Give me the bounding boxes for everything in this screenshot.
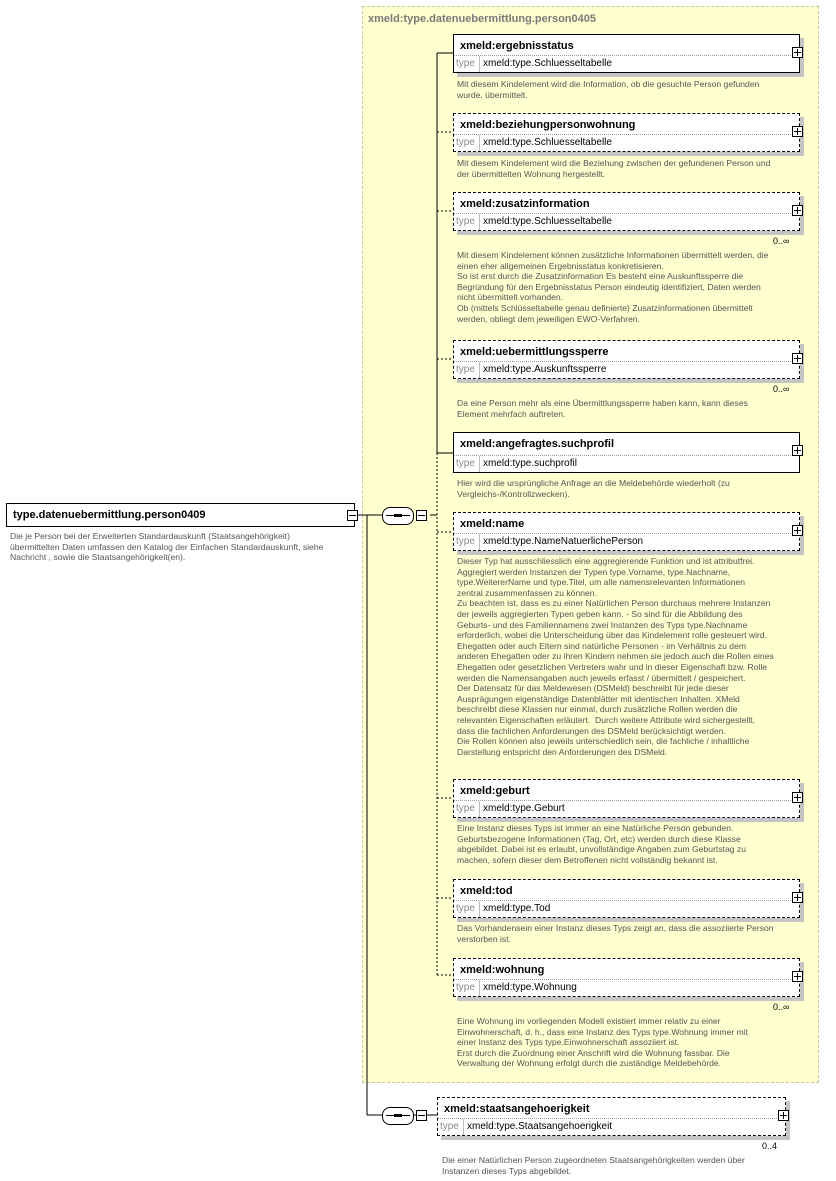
element-angefragtes-suchprofil[interactable]	[453, 432, 800, 473]
type-label: type	[456, 903, 475, 914]
cardinality-label: 0..∞	[773, 1002, 790, 1012]
type-label: type	[456, 536, 475, 547]
type-label: type	[440, 1121, 459, 1132]
collapse-icon[interactable]	[416, 510, 427, 521]
expand-icon[interactable]	[792, 47, 803, 58]
type-label: type	[456, 803, 475, 814]
element-tod[interactable]	[453, 879, 800, 918]
element-name: xmeld:tod	[460, 885, 513, 897]
expand-icon[interactable]	[792, 892, 803, 903]
root-element[interactable]	[6, 503, 355, 527]
type-value: xmeld:type.Wohnung	[483, 982, 577, 993]
expand-icon[interactable]	[792, 792, 803, 803]
element-uebermittlungssperre[interactable]	[453, 340, 800, 379]
type-value: xmeld:type.Schluesseltabelle	[483, 216, 612, 227]
type-value: xmeld:type.NameNatuerlichePerson	[483, 536, 644, 547]
type-value: xmeld:type.Auskunftssperre	[483, 364, 607, 375]
root-element-name: type.datenuebermittlung.person0409	[13, 509, 206, 521]
expand-icon[interactable]	[792, 971, 803, 982]
element-doc: Mit diesem Kindelement wird die Information, ob die gesuchte Person gefunden wurde, übermittelt.	[457, 79, 760, 100]
type-value: xmeld:type.Staatsangehoerigkeit	[467, 1121, 613, 1132]
element-name-natuerliche-person[interactable]	[453, 512, 800, 551]
element-zusatzinformation[interactable]	[453, 192, 800, 231]
cardinality-label: 0..4	[762, 1141, 778, 1151]
type-value: xmeld:type.Geburt	[483, 803, 565, 814]
element-name: xmeld:zusatzinformation	[460, 198, 590, 210]
element-name: xmeld:angefragtes.suchprofil	[460, 438, 615, 450]
cardinality-label: 0..∞	[773, 384, 790, 394]
expand-icon[interactable]	[792, 445, 803, 456]
type-value: xmeld:type.Schluesseltabelle	[483, 137, 612, 148]
element-doc: Eine Instanz dieses Typs ist immer an eine Natürliche Person gebunden. Geburtsbezogene Informationen (Tag, Ort, etc) werden durch diese Klasse abgebildet. Dabei ist es erlaubt, unvollständige Angaben zum Geburtstag zu machen, sofern dieser dem Betroffenen nicht vollständig bekannt ist.	[457, 823, 747, 865]
sequence-compositor-main[interactable]	[382, 507, 414, 525]
type-label: type	[456, 458, 475, 469]
type-value: xmeld:type.Schluesseltabelle	[483, 58, 612, 69]
element-name: xmeld:name	[460, 518, 525, 530]
element-doc: Hier wird die ursprüngliche Anfrage an die Meldebehörde wiederholt (zu Vergleichs-/Kontrollzwecken).	[457, 478, 730, 499]
element-geburt[interactable]	[453, 779, 800, 818]
element-doc: Das Vorhandensein einer Instanz dieses Typs zeigt an, dass die assoziierte Person verstorben ist.	[457, 923, 774, 944]
element-doc: Dieser Typ hat ausschliesslich eine aggregierende Funktion und ist attributfrei. Aggregiert werden Instanzen der Typen type.Vorname, type.Nachname, type.WeitererName und type.Titel, um alle namensrelevanten Informationen zentral zusammenfassen zu können. Zu beachten ist, dass es zu einer Natürlichen Person durchaus mehrere Instanzen der jeweils aggregierten Typen geben kann. - So sind für die Abbildung des Geburts- und des Familiennamens zwei Instanzen des Typs type.Nachname erforderlich, wobei die Unterscheidung über das Kindelement rolle gesteuert wird. Ehegatten oder auch Eltern sind natürliche Personen - im Verhältnis zu dem anderen Ehegatten oder zu ihren Kindern nehmen sie jedoch auch die Rollen eines Ehegatten oder gesetzlichen Vertreters wahr und in dieser Eigenschaft bzw. Rolle werden die Namensangaben auch jeweils erfasst / übermittelt / gespeichert. Der Datensatz für das Meldewesen (DSMeld) beschreibt für jede dieser Ausprägungen eigenständige Datenblätter mit identischen Inhalten. XMeld beschreibt diese Klassen nur einmal, durch zusätzliche Rollen werden die relevanten Eigenschaften erläutert. Durch weitere Attribute wird sichergestellt, dass die fachlichen Anforderungen des DSMeld berücksichtigt werden. Die Rollen können also jeweils unterschiedlich sein, die fachliche / inhaltliche Darstellung entspricht den Anforderungen des DSMeld.	[457, 556, 774, 757]
collapse-icon[interactable]	[416, 1110, 427, 1121]
element-name: xmeld:wohnung	[460, 964, 545, 976]
element-name: xmeld:geburt	[460, 785, 530, 797]
element-ergebnisstatus[interactable]	[453, 34, 800, 73]
element-doc: Mit diesem Kindelement wird die Beziehung zwischen der gefundenen Person und der übermittelten Wohnung hergestellt.	[457, 158, 771, 179]
collapse-icon[interactable]	[347, 510, 358, 521]
element-doc: Mit diesem Kindelement können zusätzliche Informationen übermittelt werden, die einen eher allgemeinen Ergebnisstatus konkretisieren. So ist erst durch die Zusatzinformation Es besteht eine Auskunftssperre die Begründung für den Ergebnisstatus Person eindeutig identifiziert, Daten werden nicht übermittelt vorhanden. Ob (mittels Schlüsseltabelle genau definierte) Zusatzinformationen übermittelt werden, obliegt dem jeweiligen EWO-Verfahren.	[457, 250, 769, 324]
type-value: xmeld:type.Tod	[483, 903, 551, 914]
expand-icon[interactable]	[792, 525, 803, 536]
expand-icon[interactable]	[792, 205, 803, 216]
expand-icon[interactable]	[792, 126, 803, 137]
type-label: type	[456, 58, 475, 69]
type-label: type	[456, 137, 475, 148]
expand-icon[interactable]	[778, 1110, 789, 1121]
element-doc: Die einer Natürlichen Person zugeordneten Staatsangehörigkeiten werden über Instanzen dieses Typs abgebildet.	[442, 1155, 745, 1176]
element-doc: Eine Wohnung im vorliegenden Modell existiert immer relativ zu einer Einwohnerschaft, d. h., dass eine Instanz des Typs type.Wohnung immer mit einer Instanz des Typs type.Einwohnerschaft assoziiert ist. Erst durch die Zuordnung einer Anschrift wird die Wohnung fassbar. Die Verwaltung der Wohnung erfolgt durch die zuständige Meldebehörde.	[457, 1016, 749, 1069]
element-doc: Da eine Person mehr als eine Übermittlungssperre haben kann, kann dieses Element mehrfach auftreten.	[457, 398, 748, 419]
root-element-doc: Die je Person bei der Erweiterten Standardauskunft (Staatsangehörigkeit) übermittelten Daten umfassen den Katalog der Einfachen Standardauskunft, siehe Nachricht , sowie die Staatsangehörigkeit(en).	[10, 531, 324, 563]
type-label: type	[456, 364, 475, 375]
cardinality-label: 0..∞	[773, 236, 790, 246]
type-value: xmeld:type.suchprofil	[483, 458, 577, 469]
element-staatsangehoerigkeit[interactable]	[437, 1097, 786, 1136]
element-name: xmeld:beziehungpersonwohnung	[460, 119, 636, 131]
element-wohnung[interactable]	[453, 958, 800, 997]
expand-icon[interactable]	[792, 353, 803, 364]
element-name: xmeld:ergebnisstatus	[460, 40, 574, 52]
element-name: xmeld:staatsangehoerigkeit	[444, 1103, 590, 1115]
element-beziehungpersonwohnung[interactable]	[453, 113, 800, 152]
type-label: type	[456, 216, 475, 227]
sequence-compositor-staat[interactable]	[382, 1107, 414, 1125]
element-name: xmeld:uebermittlungssperre	[460, 346, 609, 358]
group-title: xmeld:type.datenuebermittlung.person0405	[368, 13, 596, 25]
type-label: type	[456, 982, 475, 993]
